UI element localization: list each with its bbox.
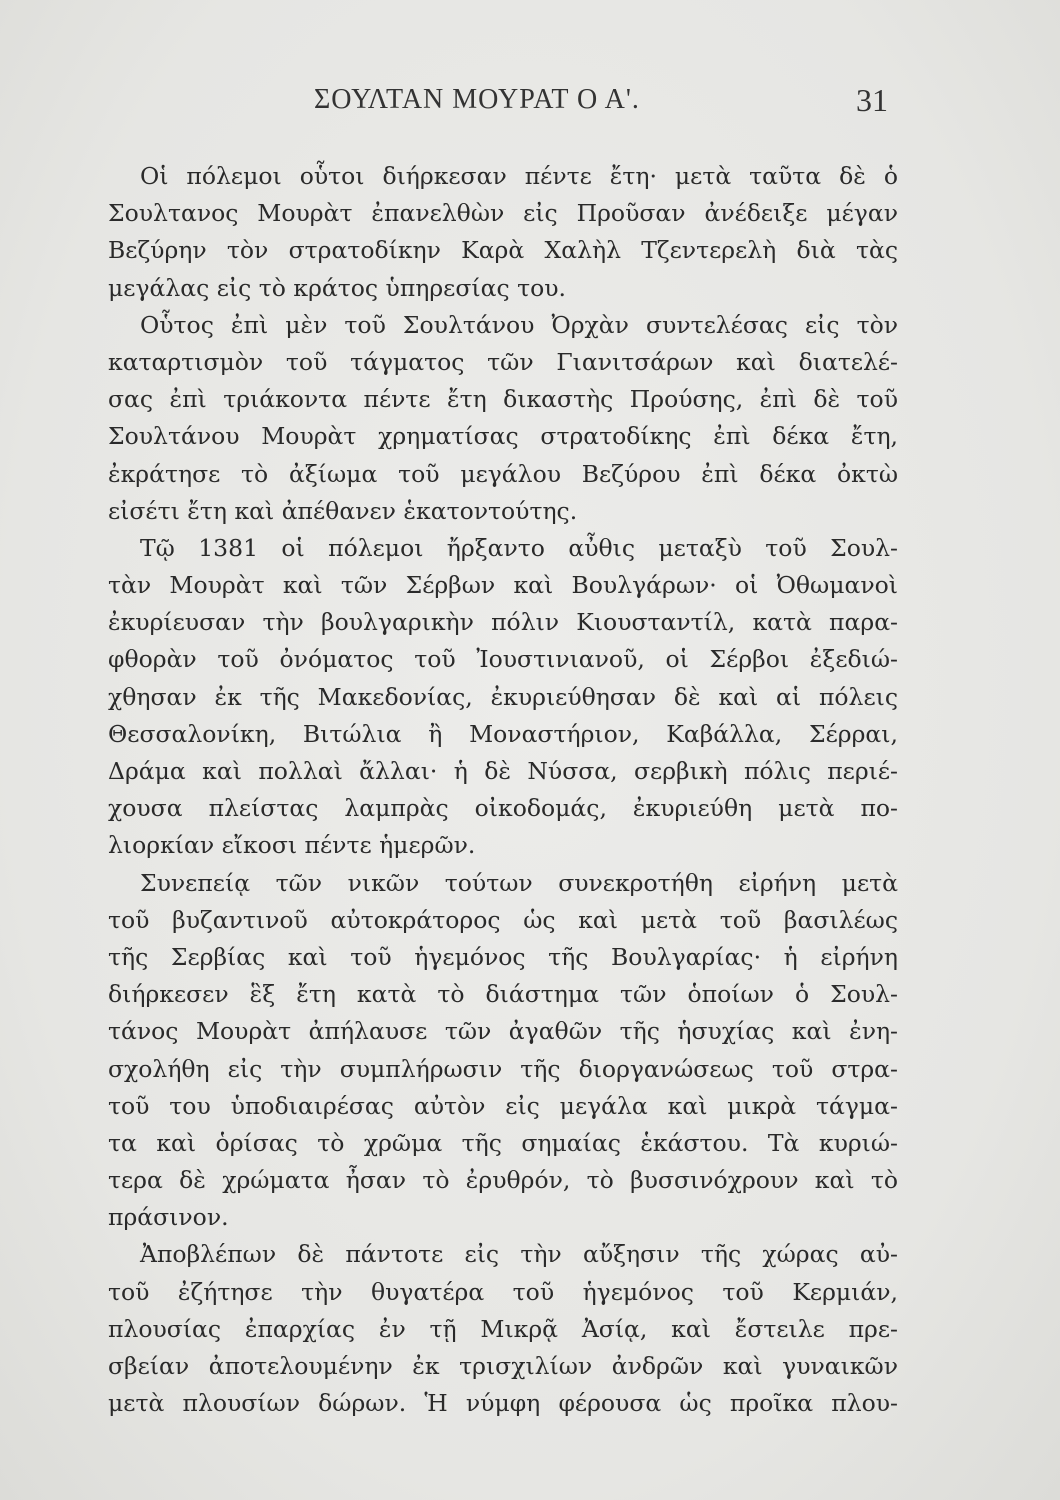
text-line: Δράμα καὶ πολλαὶ ἄλλαι· ἡ δὲ Νύσσα, σερβικὴ πόλις περιέ- xyxy=(108,757,898,785)
text-line: τῆς Σερβίας καὶ τοῦ ἡγεμόνος τῆς Βουλγαρίας· ἡ εἰρήνη xyxy=(108,942,898,971)
text-line: σβείαν ἀποτελουμένην ἐκ τρισχιλίων ἀνδρῶν καὶ γυναικῶν xyxy=(108,1352,898,1380)
text-line: πλουσίας ἐπαρχίας ἐν τῇ Μικρᾷ Ἀσίᾳ, καὶ ἔστειλε πρε- xyxy=(108,1314,898,1343)
text-line: σχολήθη εἰς τὴν συμπλήρωσιν τῆς διοργανώσεως τοῦ στρα- xyxy=(108,1054,898,1083)
text-line: ἐκυρίευσαν τὴν βουλγαρικὴν πόλιν Κιουσταντίλ, κατὰ παρα- xyxy=(108,608,898,637)
text-line: πράσινον. xyxy=(108,1203,229,1232)
text-line: μετὰ πλουσίων δώρων. Ἡ νύμφη φέρουσα ὡς προῖκα πλου- xyxy=(108,1389,898,1418)
text-line: Θεσσαλονίκη, Βιτώλια ἢ Μοναστήριον, Καβάλλα, Σέρραι, xyxy=(108,719,898,748)
text-line: τάνος Μουρὰτ ἀπήλαυσε τῶν ἀγαθῶν τῆς ἡσυχίας καὶ ἐνη- xyxy=(108,1017,898,1046)
text-line: Τῷ 1381 οἱ πόλεμοι ἤρξαντο αὖθις μεταξὺ τοῦ Σουλ- xyxy=(140,533,898,562)
text-line: φθορὰν τοῦ ὀνόματος τοῦ Ἰουστινιανοῦ, οἱ Σέρβοι ἐξεδιώ- xyxy=(108,645,898,674)
text-line: Ἀποβλέπων δὲ πάντοτε εἰς τὴν αὔξησιν τῆς χώρας αὐ- xyxy=(140,1240,898,1269)
text-line: διήρκεσεν ἓξ ἔτη κατὰ τὸ διάστημα τῶν ὁποίων ὁ Σουλ- xyxy=(108,980,898,1009)
text-line: καταρτισμὸν τοῦ τάγματος τῶν Γιανιτσάρων καὶ διατελέ- xyxy=(108,347,898,376)
text-line: τοῦ ἐζήτησε τὴν θυγατέρα τοῦ ἡγεμόνος τοῦ Κερμιάν, xyxy=(108,1277,898,1306)
page-number: 31 xyxy=(856,82,888,118)
text-line: Οὗτος ἐπὶ μὲν τοῦ Σουλτάνου Ὀρχὰν συντελέσας εἰς τὸν xyxy=(140,310,898,339)
body-text xyxy=(108,158,898,1422)
text-line: τοῦ βυζαντινοῦ αὐτοκράτορος ὡς καὶ μετὰ τοῦ βασιλέως xyxy=(108,905,898,934)
text-line: τὰν Μουρὰτ καὶ τῶν Σέρβων καὶ Βουλγάρων· οἱ Ὀθωμανοὶ xyxy=(108,571,898,600)
text-line: λιορκίαν εἴκοσι πέντε ἡμερῶν. xyxy=(108,831,476,860)
text-line: Σουλτανος Μουρὰτ ἐπανελθὼν εἰς Προῦσαν ἀνέδειξε μέγαν xyxy=(108,199,898,228)
running-title: ΣΟΥΛΤΑΝ ΜΟΥΡΑΤ Ο Α'. xyxy=(314,84,640,115)
text-line: σας ἐπὶ τριάκοντα πέντε ἔτη δικαστὴς Προύσης, ἐπὶ δὲ τοῦ xyxy=(108,385,898,414)
text-line: εἰσέτι ἔτη καὶ ἀπέθανεν ἑκατοντούτης. xyxy=(108,496,578,525)
text-line: τερα δὲ χρώματα ἦσαν τὸ ἐρυθρόν, τὸ βυσσινόχρουν καὶ τὸ xyxy=(108,1166,898,1195)
text-line: Συνεπείᾳ τῶν νικῶν τούτων συνεκροτήθη εἰρήνη μετὰ xyxy=(140,868,898,897)
text-line: ἐκράτησε τὸ ἀξίωμα τοῦ μεγάλου Βεζύρου ἐπὶ δέκα ὀκτὼ xyxy=(108,459,898,488)
text-line: χθησαν ἐκ τῆς Μακεδονίας, ἐκυριεύθησαν δὲ καὶ αἱ πόλεις xyxy=(108,682,898,711)
page-header xyxy=(108,84,890,124)
text-line: τα καὶ ὁρίσας τὸ χρῶμα τῆς σημαίας ἑκάστου. Τὰ κυριώ- xyxy=(108,1128,898,1157)
text-line: Σουλτάνου Μουρὰτ χρηματίσας στρατοδίκης ἐπὶ δέκα ἔτη, xyxy=(108,422,898,451)
text-line: χουσα πλείστας λαμπρὰς οἰκοδομάς, ἐκυριεύθη μετὰ πο- xyxy=(108,794,898,823)
text-line: μεγάλας εἰς τὸ κράτος ὑπηρεσίας του. xyxy=(108,273,567,302)
text-line: Βεζύρην τὸν στρατοδίκην Καρὰ Χαλὴλ Τζεντερελὴ διὰ τὰς xyxy=(108,236,898,265)
text-line: τοῦ του ὑποδιαιρέσας αὐτὸν εἰς μεγάλα καὶ μικρὰ τάγμα- xyxy=(108,1091,898,1120)
text-line: Οἱ πόλεμοι οὗτοι διήρκεσαν πέντε ἔτη· μετὰ ταῦτα δὲ ὁ xyxy=(140,162,898,190)
